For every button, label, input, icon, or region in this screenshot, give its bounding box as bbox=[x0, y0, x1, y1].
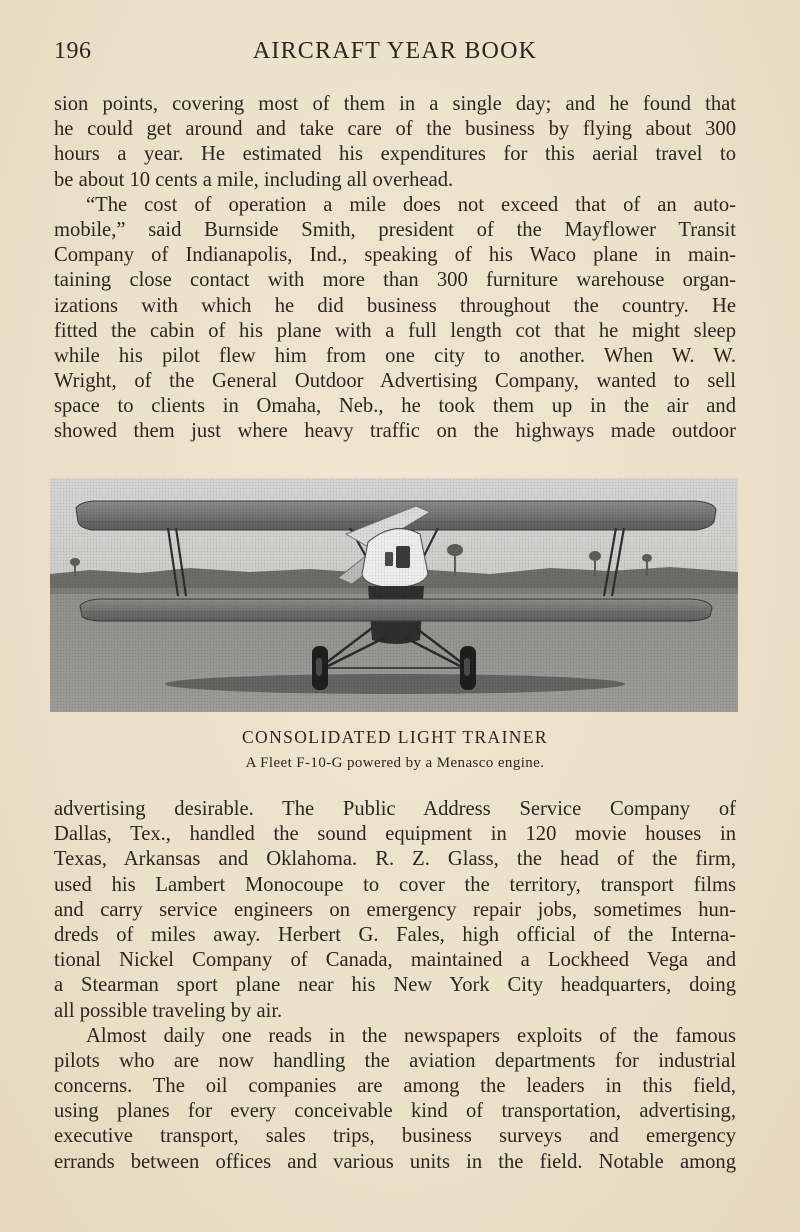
text-line: Texas, Arkansas and Oklahoma. R. Z. Glass, the head of the firm, bbox=[54, 848, 736, 871]
text-line: izations with which he did business throughout the country. He bbox=[54, 294, 736, 317]
text-line: all possible traveling by air. bbox=[54, 999, 283, 1022]
text-line: using planes for every conceivable kind of transportation, advertising, bbox=[54, 1100, 736, 1123]
text-line: dreds of miles away. Herbert G. Fales, high official of the Interna- bbox=[54, 923, 736, 946]
text-line: used his Lambert Monocoupe to cover the territory, transport films bbox=[54, 873, 736, 896]
text-line: he could get around and take care of the business by flying about 300 bbox=[54, 118, 736, 141]
text-line: taining close contact with more than 300 furniture warehouse organ- bbox=[54, 269, 736, 292]
text-line: tional Nickel Company of Canada, maintained a Lockheed Vega and bbox=[54, 949, 736, 972]
figure-title: CONSOLIDATED LIGHT TRAINER bbox=[241, 727, 549, 747]
biplane-illustration bbox=[50, 478, 738, 712]
text-line: errands between offices and various units in the field. Notable among bbox=[54, 1150, 736, 1173]
text-line: and carry service engineers on emergency repair jobs, sometimes hun- bbox=[54, 898, 736, 921]
running-head: AIRCRAFT YEAR BOOK bbox=[252, 38, 538, 64]
page-header bbox=[54, 38, 736, 72]
text-line: concerns. The oil companies are among the leaders in this field, bbox=[54, 1075, 736, 1098]
text-line: while his pilot flew him from one city to another. When W. W. bbox=[54, 344, 736, 367]
text-line: a Stearman sport plane near his New York City headquarters, doing bbox=[54, 974, 736, 997]
figure-caption: A Fleet F-10-G powered by a Menasco engine. bbox=[245, 755, 545, 771]
text-line: “The cost of operation a mile does not exceed that of an auto- bbox=[86, 193, 736, 216]
body-text-bottom bbox=[54, 797, 736, 1175]
text-line: showed them just where heavy traffic on the highways made outdoor bbox=[54, 420, 736, 443]
text-line: advertising desirable. The Public Address Service Company of bbox=[54, 798, 736, 820]
text-line: Almost daily one reads in the newspapers exploits of the famous bbox=[86, 1024, 736, 1047]
biplane-photograph bbox=[50, 478, 738, 712]
text-line: hours a year. He estimated his expenditures for this aerial travel to bbox=[54, 143, 736, 166]
text-line: Wright, of the General Outdoor Advertising Company, wanted to sell bbox=[54, 370, 736, 393]
page-number: 196 bbox=[54, 38, 92, 64]
text-line: space to clients in Omaha, Neb., he took them up in the air and bbox=[54, 395, 736, 418]
text-line: sion points, covering most of them in a single day; and he found that bbox=[54, 93, 736, 115]
text-line: pilots who are now handling the aviation departments for industrial bbox=[54, 1049, 736, 1072]
text-line: mobile,” said Burnside Smith, president of the Mayflower Transit bbox=[54, 218, 736, 241]
text-line: fitted the cabin of his plane with a full length cot that he might sleep bbox=[54, 319, 736, 342]
text-line: Company of Indianapolis, Ind., speaking of his Waco plane in main- bbox=[54, 244, 736, 267]
text-line: executive transport, sales trips, business surveys and emergency bbox=[54, 1125, 736, 1148]
text-line: Dallas, Tex., handled the sound equipment in 120 movie houses in bbox=[54, 823, 736, 846]
text-line: be about 10 cents a mile, including all overhead. bbox=[54, 168, 454, 191]
body-text-top bbox=[54, 92, 736, 445]
